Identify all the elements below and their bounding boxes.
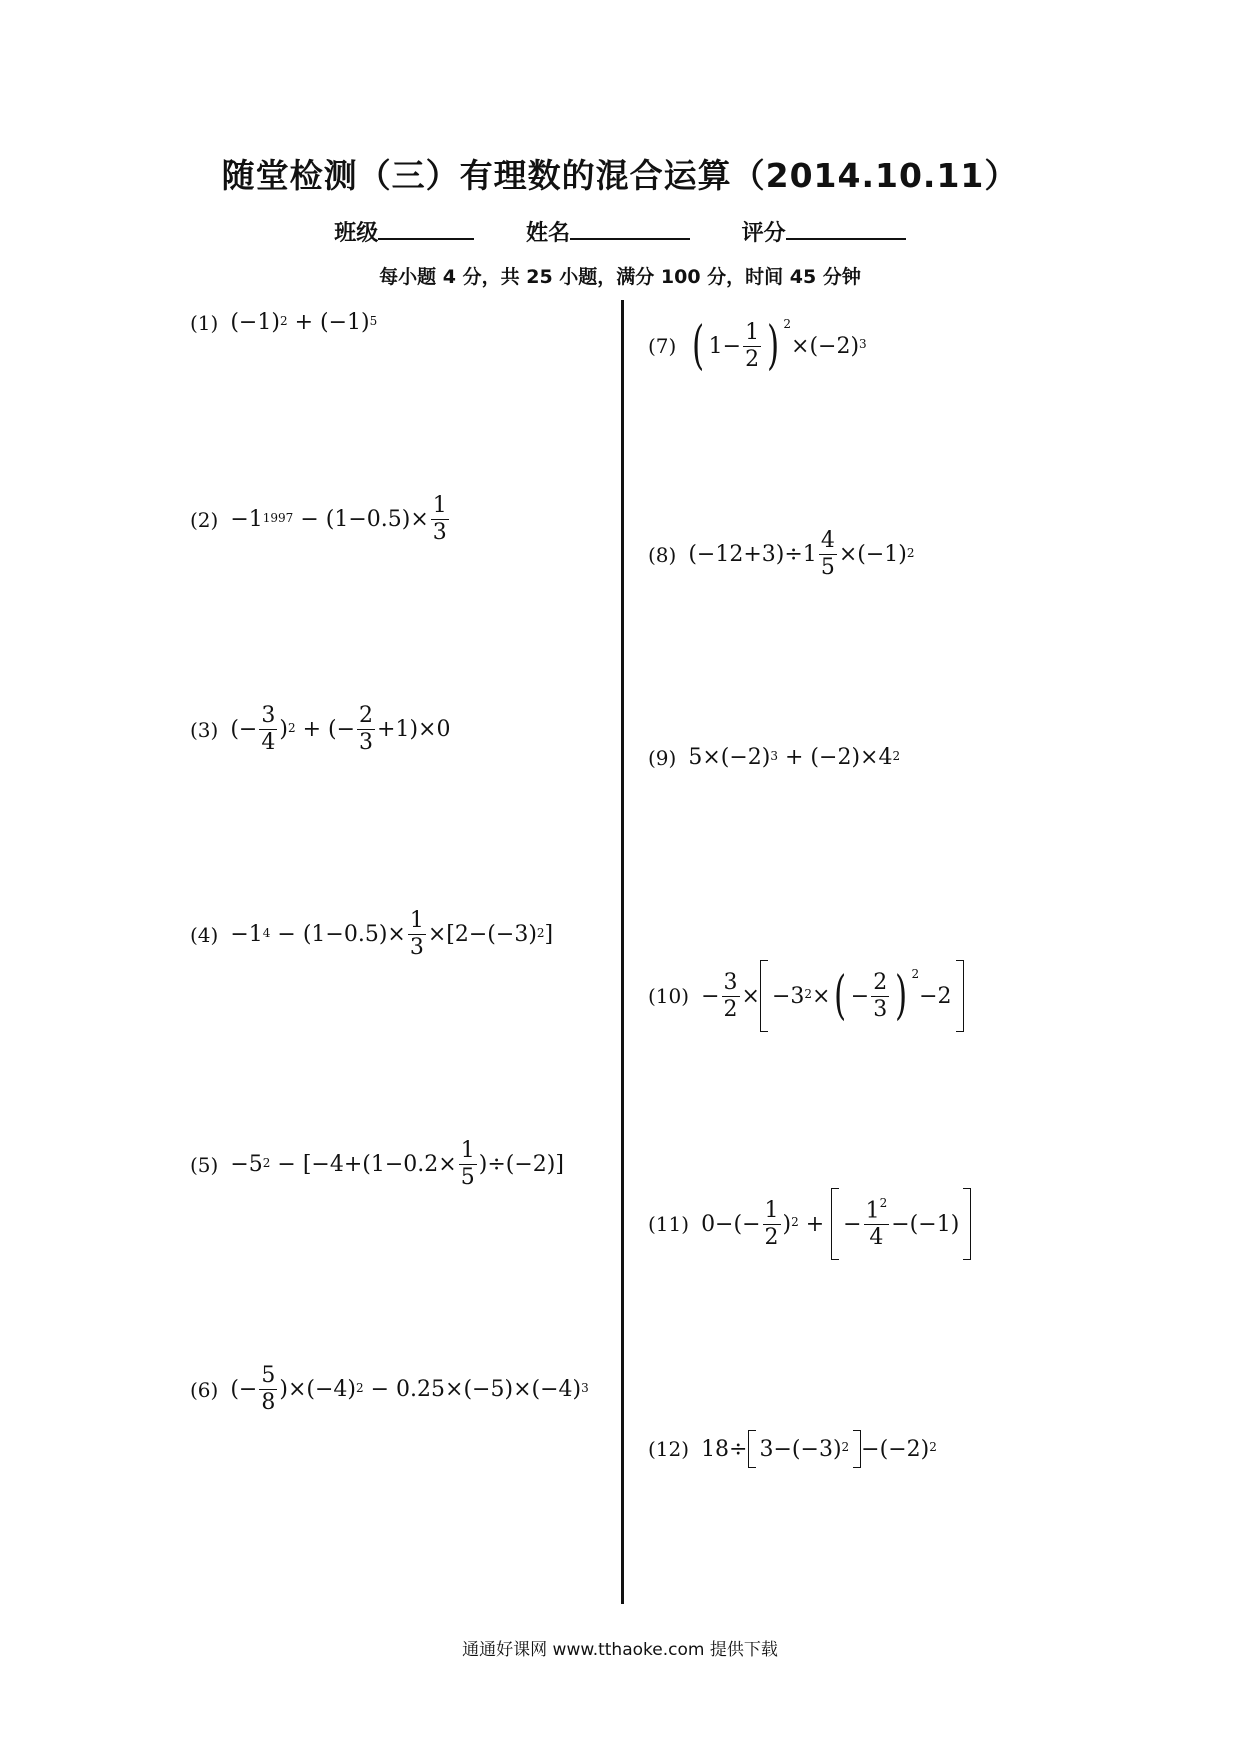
problem-label: (5) [190, 1152, 219, 1177]
problem-expression: (− $\frac{3}{4}$ ) $^2$ + (− $\frac{2}{3}$ +1)×0 [230, 703, 451, 755]
name-label: 姓名 [525, 221, 570, 246]
problem-expression: − $\frac{3}{2}$ × −3 $^2$ × ( − $\frac{2}{3}$ ) $^2$ −2 [701, 960, 964, 1032]
problem-expression: 0−(− $\frac{1}{2}$ ) $^2$ + − $\frac{1^2}{4}$ −(−1) [701, 1188, 971, 1260]
problem-expression: 5×(−2) $^3$ + (−2)×4 $^2$ [688, 745, 901, 770]
problem-7 [648, 316, 867, 376]
problem-12 [648, 1430, 937, 1468]
class-field[interactable] [334, 216, 474, 247]
problem-11 [648, 1188, 971, 1260]
problem-label: (2) [190, 507, 219, 532]
problem-label: (4) [190, 922, 219, 947]
class-label: 班级 [334, 221, 379, 246]
problem-label: (10) [648, 984, 690, 1008]
problem-1 [190, 310, 377, 335]
problem-label: (7) [648, 334, 677, 358]
problem-8 [648, 530, 914, 579]
problem-label: (1) [190, 310, 219, 335]
problem-9 [648, 745, 900, 770]
problem-label: (8) [648, 542, 677, 567]
problem-label: (12) [648, 1437, 690, 1461]
problem-label: (3) [190, 717, 219, 742]
problem-expression: ( 1− $\frac{1}{2}$ ) $^2$ ×(−2) $^3$ [692, 316, 867, 376]
problem-label: (9) [648, 745, 677, 770]
page-title: 随堂检测（三）有理数的混合运算（2014.10.11） [221, 156, 1019, 195]
problem-4 [190, 910, 553, 959]
problem-expression: −1 $^4$ − (1−0.5)× $\frac{1}{3}$ ×[2−(−3) $^2$ ] [230, 908, 554, 960]
score-blank[interactable] [786, 216, 906, 240]
instructions: 每小题 4 分，共 25 小题，满分 100 分，时间 45 分钟 [379, 266, 861, 288]
problem-expression: (−1) $^2$ + (−1) $^5$ [230, 310, 378, 335]
score-field[interactable] [742, 216, 906, 247]
problem-expression: 18÷ 3−(−3) $^2$ −(−2) $^2$ [701, 1430, 937, 1468]
name-field[interactable] [526, 216, 690, 247]
problem-3 [190, 705, 451, 754]
problem-label: (6) [190, 1377, 219, 1402]
problem-label: (11) [648, 1212, 690, 1236]
problem-6 [190, 1365, 589, 1414]
name-blank[interactable] [570, 216, 690, 240]
problem-2 [190, 495, 451, 544]
problem-expression: −1 $^{1997}$ − (1−0.5)× $\frac{1}{3}$ [230, 493, 447, 545]
class-blank[interactable] [378, 216, 474, 240]
problem-expression: −5 $^2$ − [−4+(1−0.2× $\frac{1}{5}$ )÷(−2)] [230, 1138, 564, 1190]
problem-expression: (− $\frac{5}{8}$ )×(−4) $^2$ − 0.25×(−5)×(−4) $^3$ [230, 1363, 589, 1415]
column-divider [621, 300, 624, 1604]
problem-5 [190, 1140, 564, 1189]
score-label: 评分 [741, 221, 786, 246]
problem-10 [648, 960, 964, 1032]
problem-expression: (−12+3)÷1 $\frac{4}{5}$ ×(−1) $^2$ [688, 528, 915, 580]
footer-credit: 通通好课网 www.tthaoke.com 提供下载 [462, 1640, 778, 1660]
student-info [0, 216, 1240, 247]
